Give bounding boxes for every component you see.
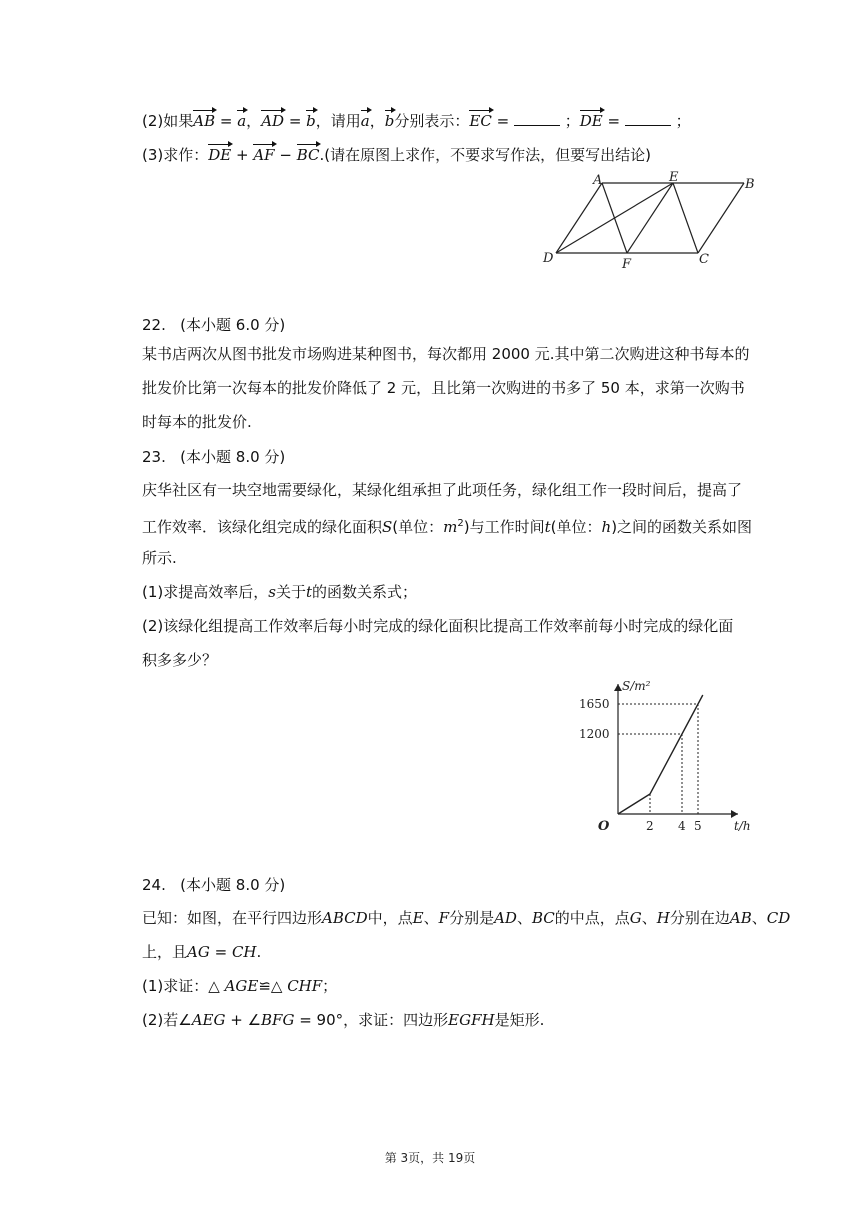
label-d: D — [543, 251, 554, 266]
segment-ec — [673, 183, 698, 253]
vector-ad: AD — [261, 109, 284, 133]
text: (单位： — [392, 518, 444, 536]
var-t: t — [544, 518, 551, 536]
var-bc: BC — [531, 909, 555, 927]
q22-line-1: 某书店两次从图书批发市场购进某种图书，每次都用 2000 元.其中第二次购进这种书每本的 — [142, 345, 750, 363]
vector-ab: AB — [193, 109, 215, 133]
text: 的中点，点 — [554, 909, 630, 927]
var-h: H — [656, 909, 670, 927]
segment-fe — [627, 183, 673, 253]
q23-line-2 — [142, 512, 752, 539]
label-f: F — [622, 257, 632, 272]
unit-m: m — [443, 518, 458, 536]
q23-part1 — [142, 580, 417, 604]
answer-blank-ec — [514, 111, 560, 126]
answer-blank-de — [625, 111, 671, 126]
text: (3)求作： — [142, 146, 209, 164]
text: . — [256, 943, 262, 961]
y-axis-arrow — [614, 684, 622, 691]
var-abcd: ABCD — [322, 909, 368, 927]
q23-line-1: 庆华社区有一块空地需要绿化，某绿化组承担了此项任务，绿化组工作一段时间后，提高了 — [142, 481, 743, 499]
question-23-header — [142, 445, 285, 469]
text: (1)求证：△ — [142, 977, 225, 995]
text: = 90°，求证：四边形 — [294, 1011, 449, 1029]
text: = — [284, 112, 307, 130]
y-tick-label: 1650 — [579, 697, 610, 711]
q24-line-1 — [142, 906, 790, 930]
text: 分别表示： — [394, 112, 470, 130]
vector-a: a — [237, 109, 246, 133]
var-g: G — [629, 909, 642, 927]
segment-cb — [698, 183, 744, 253]
var-age: AGE — [224, 977, 259, 995]
q21-part2 — [142, 109, 691, 133]
question-number: 24. — [142, 876, 166, 894]
question-score: (本小题 8.0 分) — [180, 448, 286, 466]
label-c: C — [699, 252, 709, 267]
text: + — [231, 146, 254, 164]
segment-de — [556, 183, 673, 253]
q21-part3 — [142, 143, 651, 167]
text: 关于 — [275, 583, 306, 601]
page-footer: 第 3页，共 19页 — [384, 1151, 476, 1165]
question-number: 23. — [142, 448, 166, 466]
label-a: A — [593, 173, 603, 188]
text: ≌△ — [258, 977, 288, 995]
q22-line-3: 时每本的批发价. — [142, 413, 252, 431]
text: (单位： — [550, 518, 602, 536]
series-line — [618, 695, 703, 814]
var-cd: CD — [766, 909, 791, 927]
label-e: E — [669, 170, 679, 185]
text: 的函数关系式； — [312, 583, 418, 601]
text: ； — [675, 112, 691, 130]
parallelogram-figure — [540, 166, 765, 274]
text: ， — [246, 112, 262, 130]
var-ch: CH — [231, 943, 257, 961]
y-axis-label: S/m² — [622, 679, 651, 693]
var-e: E — [412, 909, 424, 927]
q23-line-3: 所示. — [142, 549, 177, 567]
y-tick-label: 1200 — [579, 727, 610, 741]
text: ，请用 — [315, 112, 361, 130]
vector-af: AF — [253, 143, 274, 167]
text: (2)若∠ — [142, 1011, 192, 1029]
text: ； — [322, 977, 338, 995]
var-bfg: BFG — [261, 1011, 295, 1029]
x-tick-label: 5 — [694, 819, 702, 833]
x-tick-label: 4 — [678, 819, 686, 833]
superscript: 2 — [457, 518, 464, 529]
x-axis-arrow — [731, 810, 738, 818]
text: 分别是 — [449, 909, 495, 927]
q23-part2-line-1: (2)该绿化组提高工作效率后每小时完成的绿化面积比提高工作效率前每小时完成的绿化面 — [142, 617, 734, 635]
area-time-chart — [570, 674, 770, 836]
var-aeg: AEG — [191, 1011, 226, 1029]
text: 、 — [641, 909, 657, 927]
segment-da — [556, 183, 602, 253]
var-ad: AD — [494, 909, 517, 927]
x-axis-label: t/h — [734, 819, 751, 833]
text: = — [209, 943, 232, 961]
question-score: (本小题 8.0 分) — [180, 876, 286, 894]
label-b: B — [745, 177, 755, 192]
var-chf: CHF — [287, 977, 323, 995]
var-s: S — [382, 518, 393, 536]
var-f: F — [438, 909, 450, 927]
text: .(请在原图上求作，不要求写作法，但要写出结论) — [319, 146, 651, 164]
q24-part1 — [142, 974, 337, 998]
text: − — [274, 146, 297, 164]
var-ab: AB — [729, 909, 752, 927]
text: 是矩形. — [494, 1011, 545, 1029]
question-22-header — [142, 313, 285, 337]
unit-h: h — [601, 518, 612, 536]
question-number: 22. — [142, 316, 166, 334]
question-24-header — [142, 873, 285, 897]
text: = — [491, 112, 514, 130]
text: )之间的函数关系如图 — [611, 518, 753, 536]
text: ， — [369, 112, 385, 130]
text: )与工作时间 — [463, 518, 545, 536]
var-t: t — [305, 583, 312, 601]
q24-part2 — [142, 1008, 544, 1032]
question-score: (本小题 6.0 分) — [180, 316, 286, 334]
vector-de: DE — [208, 143, 231, 167]
text: (1)求提高效率后， — [142, 583, 269, 601]
text: (2)如果 — [142, 112, 194, 130]
vector-a: a — [361, 109, 370, 133]
vector-b: b — [385, 109, 395, 133]
text: = — [215, 112, 238, 130]
text: 工作效率．该绿化组完成的绿化面积 — [142, 518, 383, 536]
x-tick-label: 2 — [646, 819, 654, 833]
vector-ec: EC — [469, 109, 491, 133]
q24-line-2 — [142, 940, 261, 964]
vector-de: DE — [580, 109, 603, 133]
text: + ∠ — [225, 1011, 262, 1029]
text: 已知：如图，在平行四边形 — [142, 909, 323, 927]
text: 分别在边 — [669, 909, 730, 927]
q23-part2-line-2: 积多多少？ — [142, 651, 218, 669]
vector-bc: BC — [297, 143, 320, 167]
text: 、 — [423, 909, 439, 927]
vector-b: b — [306, 109, 316, 133]
text: 、 — [751, 909, 767, 927]
text: 中，点 — [367, 909, 413, 927]
text: 上，且 — [142, 943, 188, 961]
var-ag: AG — [187, 943, 210, 961]
text: = — [602, 112, 625, 130]
var-s: s — [268, 583, 276, 601]
text: ； — [564, 112, 580, 130]
var-egfh: EGFH — [448, 1011, 495, 1029]
text: 、 — [516, 909, 532, 927]
q22-line-2: 批发价比第一次每本的批发价降低了 2 元，且比第一次购进的书多了 50 本，求第一次购书 — [142, 379, 745, 397]
origin-label: O — [598, 819, 610, 834]
